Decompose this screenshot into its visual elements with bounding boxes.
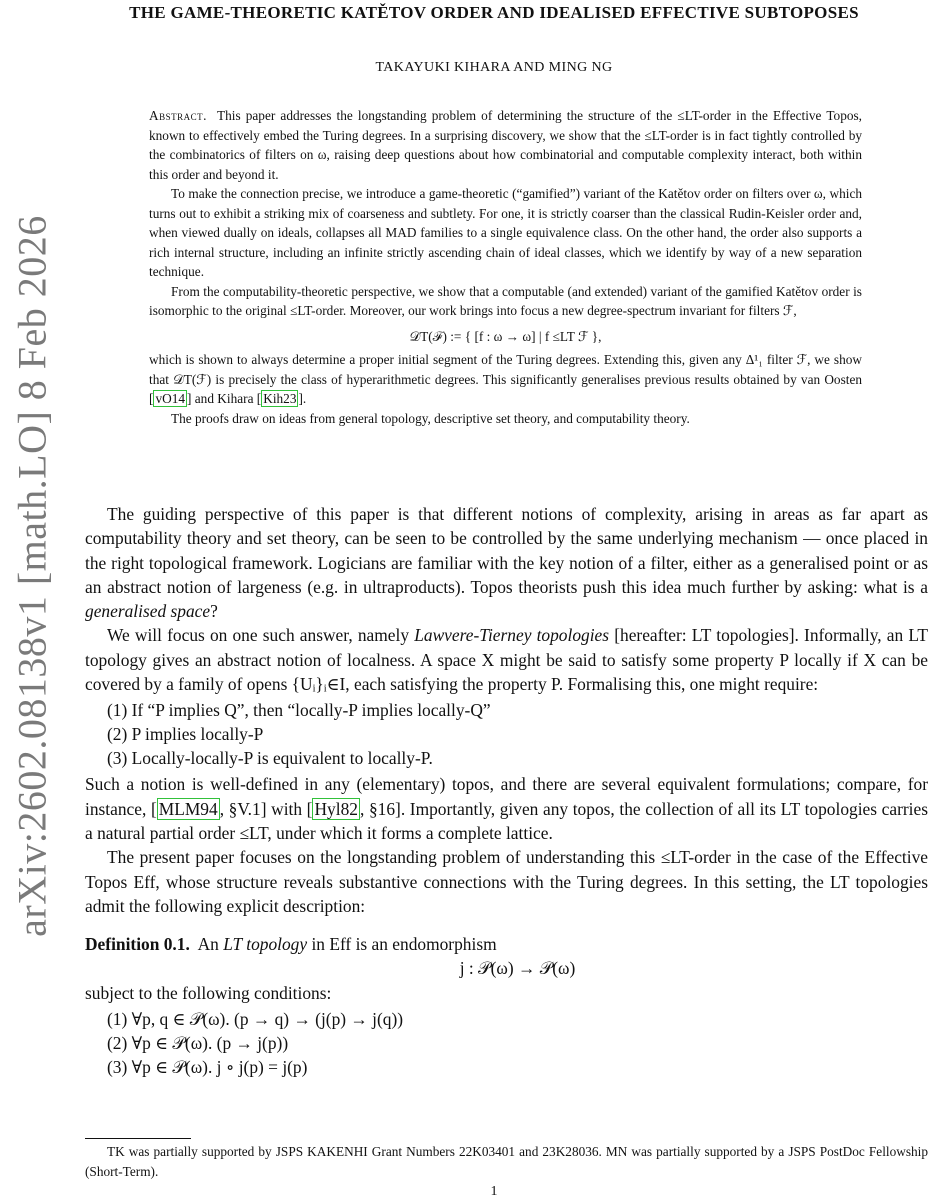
- body-paragraph-1: The guiding perspective of this paper is that different notions of complexity, arising in areas as far apart as computability theory and set theory, can be seen to be controlled by the same underlying mechanism — once placed in the right topological framework. Logicians are familiar with the key notion of a filter, either as a generalised point or as an abstract notion of largeness (e.g. in ultraproducts). Topos theorists push this idea much further by asking: what is a generalised space?: [85, 504, 928, 622]
- arxiv-watermark: [0, 0, 60, 1200]
- definition-text-a: An: [197, 934, 219, 955]
- definition-display-equation: j : 𝒫(ω) → 𝒫(ω): [459, 958, 576, 979]
- list-item: (2) P implies locally-P: [107, 724, 264, 745]
- abstract-text-4a: which is shown to always determine a proper initial segment of the Turing degrees. Extending this, given any Δ¹₁ filter ℱ, we show that 𝒟T(ℱ) is precisely the class of hyperarithmetic degrees. This significantly generalises previous results obtained by van Oosten: [149, 352, 862, 387]
- abstract: [149, 106, 862, 428]
- body-text-1: The guiding perspective of this paper is that different notions of complexity, arising in areas as far apart as computability theory and set theory, can be seen to be controlled by the same underlying mechanism — once placed in the right topological framework. Logicians are familiar with the key notion of a filter, either as a generalised point or as an abstract notion of largeness (e.g. in ultraproducts). Topos theorists push this idea much further by asking: what is a: [85, 504, 928, 597]
- body-text-3b: , §V.1] with [: [219, 798, 313, 819]
- definition-statement: [85, 932, 928, 956]
- abstract-text-1: This paper addresses the longstanding problem of determining the structure of the ≤LT-order in the Effective Topos, known to effectively embed the Turing degrees. In a surprising discovery, we show that the ≤LT-order is in fact tightly controlled by the combinatorics of filters on ω, raising deep questions about how combinatorial and computable complexity interact, both within this order and beyond it.: [149, 108, 862, 182]
- page-number: 1: [490, 1184, 498, 1199]
- abstract-paragraph-1: [149, 106, 862, 184]
- definition-text-b: in Eff is an endomorphism: [311, 934, 497, 955]
- emphasis-lt-topology: LT topology: [223, 934, 308, 955]
- paper-title: THE GAME-THEORETIC KATĚTOV ORDER AND IDEALISED EFFECTIVE SUBTOPOSES: [129, 3, 859, 22]
- definition-conditions-list: [85, 1007, 928, 1079]
- abstract-display-equation: 𝒟T(ℱ) := { [f : ω → ω] | f ≤LT ℱ },: [409, 328, 602, 344]
- body-text-3c: , §16]. Importantly, given any topos, the collection of all its LT topologies carries a natural partial order ≤LT, under which it forms a complete lattice.: [85, 798, 928, 843]
- abstract-paragraph-2: To make the connection precise, we introduce a game-theoretic (“gamified”) variant of the Katětov order on filters over ω, which turns out to exhibit a striking mix of coarseness and subtlety. For one, it is strictly coarser than the classical Rudin-Keisler order and, when viewed dually on ideals, collapses all MAD families to a single equivalence class. On the other hand, the order also supports a rich internal structure, including an infinite strictly ascending chain of ideal classes, which we identify by way of a new separation technique.: [149, 186, 862, 279]
- citation-vO14[interactable]: vO14: [155, 391, 185, 406]
- citation-MLM94[interactable]: MLM94: [158, 798, 218, 819]
- list-item: (3) ∀p ∈ 𝒫(ω). j ∘ j(p) = j(p): [107, 1057, 308, 1078]
- definition-0-1: [85, 932, 928, 1079]
- footnote: TK was partially supported by JSPS KAKENHI Grant Numbers 22K03401 and 23K28036. MN was partially supported by a JSPS PostDoc Fellowship (Short-Term).: [85, 1144, 928, 1179]
- arxiv-identifier: arXiv:2602.08138v1 [math.LO] 8 Feb 2026: [9, 215, 55, 937]
- abstract-label: Abstract.: [149, 108, 207, 123]
- abstract-paragraph-4: which is shown to always determine a proper initial segment of the Turing degrees. Extending this, given any Δ¹₁ filter ℱ, we show that 𝒟T(ℱ) is precisely the class of hyperarithmetic degrees. This significantly generalises previous results obtained by van Oosten [ vO14 ] and Kihara [ Kih23 ].: [149, 352, 862, 406]
- body-paragraph-2: [85, 623, 928, 696]
- list-item: (3) Locally-locally-P is equivalent to locally-P.: [107, 748, 433, 769]
- citation-Hyl82[interactable]: Hyl82: [314, 798, 358, 819]
- body-text-3a: Such a notion is well-defined in any (elementary) topos, and there are several equivalent formulations; compare, for instance, [: [85, 774, 928, 819]
- abstract-paragraph-3: From the computability-theoretic perspective, we show that a computable (and extended) variant of the gamified Katětov order is isomorphic to the original ≤LT-order. Moreover, our work brings into focus a new degree-spectrum invariant for filters ℱ,: [149, 283, 862, 318]
- body-paragraph-3: [85, 772, 928, 845]
- list-item: (1) If “P implies Q”, then “locally-P implies locally-Q”: [107, 700, 491, 721]
- abstract-paragraph-5: The proofs draw on ideas from general topology, descriptive set theory, and computability theory.: [171, 410, 690, 426]
- footnote-rule: [85, 1138, 191, 1139]
- definition-subject: subject to the following conditions:: [85, 982, 332, 1003]
- body-text-2b: [hereafter: LT topologies]. Informally, an LT topology gives an abstract notion of localness. A space X might be said to satisfy some property P locally if X can be covered by a family of opens {Uᵢ}ᵢ∈I, each satisfying the property P. Formalising this, one might require:: [85, 625, 928, 695]
- body-paragraph-4: The present paper focuses on the longstanding problem of understanding this ≤LT-order in the case of the Effective Topos Eff, whose structure reveals substantive connections with the Turing degrees. In this setting, the LT topologies admit the following explicit description:: [85, 847, 928, 916]
- emphasis-lt-topologies: Lawvere-Tierney topologies: [414, 625, 610, 646]
- paper-authors: TAKAYUKI KIHARA AND MING NG: [375, 60, 613, 75]
- local-property-list: [85, 698, 928, 770]
- emphasis-generalised-space: generalised space: [85, 601, 211, 622]
- list-item: (2) ∀p ∈ 𝒫(ω). (p → j(p)): [107, 1033, 289, 1054]
- list-item: (1) ∀p, q ∈ 𝒫(ω). (p → q) → (j(p) → j(q)): [107, 1009, 404, 1030]
- main-text: [85, 502, 928, 1081]
- citation-Kih23[interactable]: Kih23: [263, 391, 297, 406]
- definition-label: Definition 0.1.: [85, 934, 190, 955]
- body-text-2a: We will focus on one such answer, namely: [107, 625, 410, 646]
- abstract-text-4b: and Kihara: [194, 391, 254, 406]
